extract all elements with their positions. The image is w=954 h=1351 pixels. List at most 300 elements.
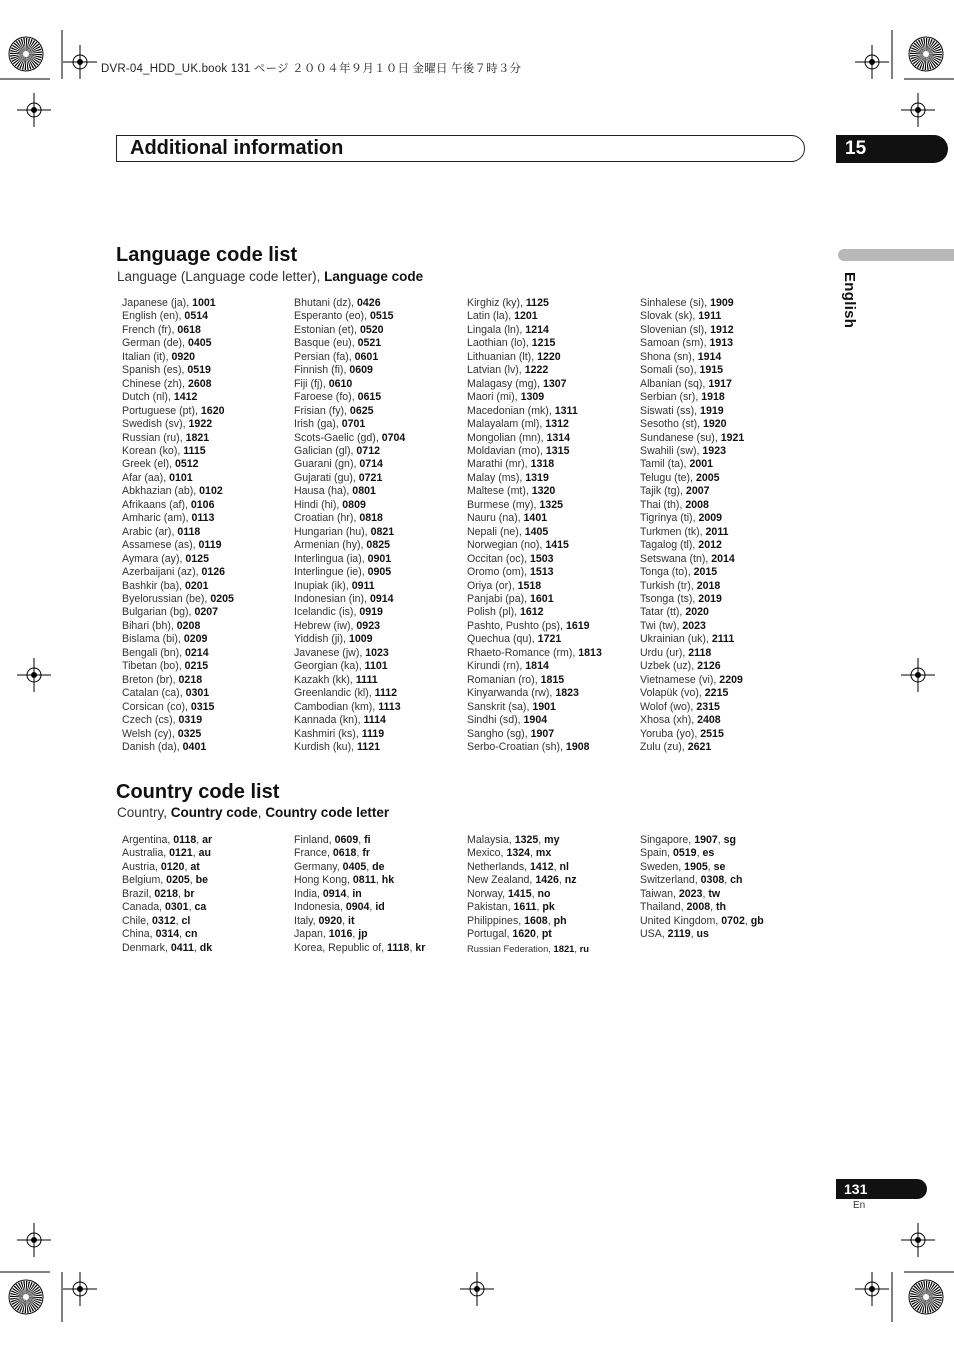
- entry-code: 1914: [697, 350, 722, 363]
- country-entry: Australia, 0121, au: [122, 847, 211, 860]
- country-entry: Japan, 1016, jp: [294, 928, 368, 941]
- language-entry: [294, 580, 466, 593]
- entry-letter: ar: [202, 834, 213, 846]
- language-entry: [294, 593, 466, 606]
- entry-code: 0610: [328, 377, 353, 390]
- entry-code: 1222: [524, 364, 549, 377]
- entry-code: 0325: [177, 727, 202, 740]
- entry-code: 0205: [166, 874, 190, 887]
- language-entry: [467, 418, 639, 431]
- language-entry: [294, 324, 466, 337]
- language-entry: [122, 512, 294, 525]
- entry-name: Chinese (zh),: [122, 377, 188, 390]
- language-entry: [640, 364, 812, 377]
- language-entry: [294, 553, 466, 566]
- entry-name: French (fr),: [122, 323, 178, 336]
- entry-name: Laothian (lo),: [467, 337, 532, 350]
- header-title: Additional information: [130, 137, 344, 159]
- entry-code: 2005: [695, 471, 720, 484]
- entry-code: 1325: [514, 834, 539, 846]
- language-entry: [122, 566, 294, 579]
- entry-letter: gb: [750, 914, 764, 927]
- entry-name: Danish (da),: [122, 740, 183, 753]
- entry-letter: nl: [559, 860, 569, 873]
- language-entry: [294, 566, 466, 579]
- language-entry: [467, 539, 639, 552]
- entry-name: Sangho (sg),: [467, 727, 531, 740]
- entry-code: 0319: [178, 714, 203, 727]
- entry-code: 0519: [672, 847, 697, 860]
- entry-code: 2209: [719, 673, 743, 686]
- language-entry: [640, 593, 812, 606]
- entry-code: 2621: [687, 740, 712, 753]
- entry-code: 0201: [185, 579, 209, 592]
- language-column-4: [640, 297, 812, 754]
- entry-code: 1320: [531, 485, 556, 498]
- entry-code: 0904: [345, 901, 370, 914]
- entry-name: Malagasy (mg),: [467, 377, 543, 390]
- entry-letter: se: [713, 860, 726, 873]
- language-entry: [467, 432, 639, 445]
- entry-name: Inupiak (ik),: [294, 579, 352, 592]
- entry-name: Oriya (or),: [467, 579, 518, 592]
- language-entry: [294, 728, 466, 741]
- language-entry: [640, 310, 812, 323]
- entry-code: 0704: [381, 431, 406, 444]
- language-entry: [122, 728, 294, 741]
- entry-name: Czech (cs),: [122, 714, 179, 727]
- language-entry: [467, 647, 639, 660]
- language-entry: [122, 432, 294, 445]
- language-entry: [467, 337, 639, 350]
- language-entry: [640, 324, 812, 337]
- language-entry: [294, 674, 466, 687]
- entry-code: 1917: [708, 377, 732, 390]
- subtitle-bold: Language code: [324, 269, 424, 284]
- language-entry: [640, 445, 812, 458]
- entry-name: Serbo-Croatian (sh),: [467, 740, 566, 753]
- language-entry: [640, 418, 812, 431]
- entry-letter: ca: [194, 901, 207, 914]
- entry-code: 0914: [322, 887, 347, 900]
- entry-letter: es: [702, 847, 715, 860]
- entry-name: Tagalog (tl),: [640, 539, 699, 552]
- country-entry: Singapore, 1907, sg: [640, 834, 737, 846]
- country-entry: Portugal, 1620, pt: [467, 928, 552, 941]
- entry-name: Nauru (na),: [467, 512, 524, 525]
- country-entry: Canada, 0301, ca: [122, 901, 207, 914]
- entry-name: Tibetan (bo),: [122, 660, 185, 673]
- entry-name: Volapük (vo),: [640, 687, 705, 700]
- language-entry: [294, 378, 466, 391]
- entry-code: 0405: [187, 337, 212, 350]
- entry-code: 1118: [387, 941, 410, 954]
- entry-code: 1307: [542, 377, 567, 390]
- entry-code: 0106: [190, 498, 215, 511]
- entry-code: 1319: [525, 471, 549, 484]
- entry-code: 1913: [709, 337, 734, 350]
- entry-name: Interlingue (ie),: [294, 566, 368, 579]
- language-entry: [122, 606, 294, 619]
- entry-name: Turkmen (tk),: [640, 525, 706, 538]
- language-entry: [294, 620, 466, 633]
- entry-code: 1426: [535, 874, 559, 887]
- language-entry: [640, 674, 812, 687]
- entry-name: Hungarian (hu),: [294, 525, 371, 538]
- entry-name: Portuguese (pt),: [122, 404, 201, 417]
- entry-name: Interlingua (ia),: [294, 552, 368, 565]
- entry-name: Greek (el),: [122, 458, 175, 471]
- entry-code: 1611: [513, 901, 537, 914]
- entry-code: 1315: [545, 444, 570, 457]
- language-entry: [640, 472, 812, 485]
- language-entry: [467, 310, 639, 323]
- entry-letter: pt: [541, 928, 552, 941]
- entry-code: 1201: [514, 310, 538, 323]
- language-entry: [294, 741, 466, 754]
- language-entry: [122, 472, 294, 485]
- entry-name: New Zealand,: [467, 874, 536, 887]
- entry-name: Tamil (ta),: [640, 458, 690, 471]
- entry-name: China,: [122, 928, 156, 941]
- entry-code: 0209: [183, 633, 208, 646]
- language-entry: [640, 526, 812, 539]
- entry-name: Mongolian (mn),: [467, 431, 547, 444]
- entry-name: Yiddish (ji),: [294, 633, 349, 646]
- entry-code: 1412: [530, 860, 554, 873]
- language-entry: [467, 660, 639, 673]
- entry-name: Afar (aa),: [122, 471, 170, 484]
- entry-name: Japan,: [294, 928, 329, 941]
- language-entry: [294, 526, 466, 539]
- language-entry: [640, 660, 812, 673]
- entry-code: 2015: [693, 566, 718, 579]
- chapter-number: 15: [836, 135, 948, 163]
- entry-name: Hong Kong,: [294, 874, 353, 887]
- entry-letter: fr: [362, 847, 370, 860]
- language-entry: [640, 606, 812, 619]
- entry-code: 0809: [342, 498, 366, 511]
- entry-name: Kurdish (ku),: [294, 740, 357, 753]
- language-entry: [294, 310, 466, 323]
- entry-name: Lingala (ln),: [467, 323, 526, 336]
- language-entry: [640, 337, 812, 350]
- entry-code: 0920: [171, 350, 196, 363]
- entry-letter: dk: [199, 941, 213, 954]
- entry-code: 2408: [697, 714, 721, 727]
- country-entry: China, 0314, cn: [122, 928, 198, 941]
- language-entry: [467, 499, 639, 512]
- entry-name: Occitan (oc),: [467, 552, 530, 565]
- entry-code: 0911: [351, 579, 375, 592]
- entry-code: 0920: [318, 914, 343, 927]
- entry-code: 0102: [199, 485, 223, 498]
- entry-code: 1119: [361, 727, 385, 740]
- entry-name: Tajik (tg),: [640, 485, 686, 498]
- entry-code: 0405: [342, 860, 367, 873]
- language-entry: [122, 633, 294, 646]
- entry-name: Malaysia,: [467, 834, 515, 846]
- entry-name: Netherlands,: [467, 860, 531, 873]
- entry-name: Latvian (lv),: [467, 364, 525, 377]
- language-entry: [467, 593, 639, 606]
- entry-name: Guarani (gn),: [294, 458, 360, 471]
- entry-code: 0205: [210, 592, 234, 605]
- entry-name: Scots-Gaelic (gd),: [294, 431, 382, 444]
- language-entry: [640, 633, 812, 646]
- entry-name: Italian (it),: [122, 350, 172, 363]
- language-entry: [467, 472, 639, 485]
- entry-name: Assamese (as),: [122, 539, 199, 552]
- entry-letter: cl: [181, 914, 191, 927]
- entry-name: Gujarati (gu),: [294, 471, 359, 484]
- entry-name: Turkish (tr),: [640, 579, 697, 592]
- entry-code: 1907: [530, 727, 555, 740]
- language-entry: [640, 728, 812, 741]
- entry-code: 2023: [682, 619, 706, 632]
- entry-name: Galician (gl),: [294, 444, 357, 457]
- entry-code: 2215: [704, 687, 729, 700]
- entry-name: Brazil,: [122, 887, 155, 900]
- entry-code: 0301: [185, 687, 210, 700]
- language-entry: [640, 566, 812, 579]
- entry-code: 1415: [545, 539, 569, 552]
- entry-code: 1920: [703, 418, 727, 431]
- entry-name: Thailand,: [640, 901, 687, 914]
- entry-name: Mexico,: [467, 847, 507, 860]
- entry-name: Yoruba (yo),: [640, 727, 701, 740]
- entry-code: 1815: [540, 673, 565, 686]
- country-entry: Netherlands, 1412, nl: [467, 860, 569, 873]
- entry-code: 0118: [173, 834, 197, 846]
- entry-code: 0301: [165, 901, 189, 914]
- entry-name: Xhosa (xh),: [640, 714, 698, 727]
- language-entry: [467, 714, 639, 727]
- entry-name: Denmark,: [122, 941, 171, 954]
- language-entry: [122, 364, 294, 377]
- entry-name: Tsonga (ts),: [640, 592, 699, 605]
- entry-name: Sweden,: [640, 860, 685, 873]
- entry-code: 0905: [367, 566, 392, 579]
- country-entry: Denmark, 0411, dk: [122, 941, 213, 954]
- country-entry: Finland, 0609, fi: [294, 834, 371, 846]
- country-entry: Austria, 0120, at: [122, 860, 200, 873]
- entry-name: Maori (mi),: [467, 391, 521, 404]
- language-entry: [467, 606, 639, 619]
- entry-letter: mx: [535, 847, 552, 860]
- language-entry: [467, 620, 639, 633]
- entry-code: 2018: [696, 579, 721, 592]
- language-entry: [640, 499, 812, 512]
- entry-name: Bashkir (ba),: [122, 579, 185, 592]
- country-entry: Sweden, 1905, se: [640, 860, 726, 873]
- language-entry: [467, 391, 639, 404]
- entry-letter: be: [195, 874, 209, 887]
- entry-code: 1518: [517, 579, 542, 592]
- entry-name: Sesotho (st),: [640, 418, 703, 431]
- country-entry: Taiwan, 2023, tw: [640, 887, 721, 900]
- language-entry: [122, 499, 294, 512]
- entry-name: Twi (tw),: [640, 619, 683, 632]
- country-entry: United Kingdom, 0702, gb: [640, 914, 764, 927]
- language-entry: [122, 553, 294, 566]
- entry-code: 1821: [185, 431, 210, 444]
- entry-code: 2111: [711, 633, 735, 646]
- entry-name: Taiwan,: [640, 887, 679, 900]
- entry-code: 0401: [182, 740, 207, 753]
- country-entry: Philippines, 1608, ph: [467, 914, 567, 927]
- language-entry: [294, 297, 466, 310]
- language-entry: [294, 660, 466, 673]
- entry-code: 2019: [698, 592, 722, 605]
- entry-code: 2007: [685, 485, 710, 498]
- language-entry: [640, 432, 812, 445]
- entry-name: Spanish (es),: [122, 364, 188, 377]
- language-entry: [122, 310, 294, 323]
- language-entry: [122, 378, 294, 391]
- entry-name: Bislama (bi),: [122, 633, 184, 646]
- language-column-3: [467, 297, 639, 754]
- entry-code: 1324: [506, 847, 531, 860]
- language-entry: [294, 512, 466, 525]
- entry-code: 1318: [530, 458, 555, 471]
- language-entry: [294, 485, 466, 498]
- entry-name: USA,: [640, 928, 668, 941]
- entry-code: 2020: [685, 606, 709, 619]
- entry-letter: br: [183, 887, 195, 900]
- entry-name: Kirundi (rn),: [467, 660, 526, 673]
- entry-letter: ph: [553, 914, 567, 927]
- entry-code: 1112: [374, 687, 398, 700]
- language-entry: [467, 405, 639, 418]
- entry-code: 1814: [525, 660, 549, 673]
- entry-code: 0801: [352, 485, 376, 498]
- language-entry: [122, 593, 294, 606]
- entry-name: Siswati (ss),: [640, 404, 701, 417]
- entry-code: 0119: [198, 539, 222, 552]
- language-entry: [467, 701, 639, 714]
- entry-name: Setswana (tn),: [640, 552, 712, 565]
- language-entry: [122, 391, 294, 404]
- entry-code: 2012: [698, 539, 722, 552]
- language-entry: [122, 445, 294, 458]
- entry-name: Kashmiri (ks),: [294, 727, 362, 740]
- entry-name: United Kingdom,: [640, 914, 722, 927]
- entry-name: Pakistan,: [467, 901, 514, 914]
- country-entry: Korea, Republic of, 1118, kr: [294, 941, 426, 954]
- language-entry: [294, 714, 466, 727]
- entry-name: Malay (ms),: [467, 471, 526, 484]
- entry-code: 1220: [537, 350, 561, 363]
- entry-name: Wolof (wo),: [640, 700, 697, 713]
- entry-code: 1923: [702, 444, 726, 457]
- entry-letter: id: [375, 901, 385, 914]
- entry-name: Pashto, Pushto (ps),: [467, 619, 566, 632]
- entry-name: Sinhalese (si),: [640, 297, 711, 309]
- language-entry: [122, 660, 294, 673]
- language-entry: [122, 620, 294, 633]
- entry-code: 2001: [689, 458, 714, 471]
- entry-name: Belgium,: [122, 874, 167, 887]
- entry-name: Quechua (qu),: [467, 633, 538, 646]
- entry-code: 0218: [178, 673, 203, 686]
- entry-name: Italy,: [294, 914, 319, 927]
- entry-name: Marathi (mr),: [467, 458, 531, 471]
- entry-letter: jp: [358, 928, 368, 941]
- entry-name: Ukrainian (uk),: [640, 633, 712, 646]
- entry-code: 0121: [169, 847, 193, 860]
- entry-name: Afrikaans (af),: [122, 498, 191, 511]
- entry-code: 2011: [705, 525, 729, 538]
- entry-code: 0914: [369, 592, 394, 605]
- entry-name: Maltese (mt),: [467, 485, 532, 498]
- entry-name: Shona (sn),: [640, 350, 698, 363]
- entry-code: 1121: [357, 740, 380, 753]
- entry-code: 1919: [700, 404, 724, 417]
- entry-name: Korea, Republic of,: [294, 941, 388, 954]
- language-entry: [294, 458, 466, 471]
- entry-name: Azerbaijani (az),: [122, 566, 202, 579]
- entry-letter: ru: [579, 942, 589, 954]
- language-entry: [467, 364, 639, 377]
- entry-code: 1912: [710, 323, 734, 336]
- language-entry: [294, 364, 466, 377]
- entry-name: Hindi (hi),: [294, 498, 343, 511]
- country-entry: New Zealand, 1426, nz: [467, 874, 577, 887]
- entry-code: 1412: [173, 391, 198, 404]
- entry-code: 0218: [154, 887, 178, 900]
- language-entry: [467, 458, 639, 471]
- entry-name: Swahili (sw),: [640, 444, 703, 457]
- entry-name: Arabic (ar),: [122, 525, 178, 538]
- language-column-1: [122, 297, 294, 754]
- country-entry: India, 0914, in: [294, 887, 362, 900]
- entry-name: Norwegian (no),: [467, 539, 546, 552]
- entry-name: Somali (so),: [640, 364, 700, 377]
- entry-name: Vietnamese (vi),: [640, 673, 720, 686]
- entry-name: Rhaeto-Romance (rm),: [467, 646, 579, 659]
- country-entry: Argentina, 0118, ar: [122, 834, 213, 846]
- country-entry: Chile, 0312, cl: [122, 914, 191, 927]
- entry-name: Uzbek (uz),: [640, 660, 698, 673]
- language-code-list-subtitle: [117, 269, 423, 284]
- language-entry: [467, 445, 639, 458]
- language-entry: [294, 687, 466, 700]
- entry-name: France,: [294, 847, 333, 860]
- entry-code: 1901: [532, 700, 556, 713]
- language-entry: [294, 391, 466, 404]
- entry-name: Javanese (jw),: [294, 646, 366, 659]
- entry-code: 0702: [721, 914, 745, 927]
- entry-name: Fiji (fj),: [294, 377, 329, 390]
- entry-code: 2119: [667, 928, 691, 941]
- entry-code: 2023: [678, 887, 703, 900]
- language-entry: [640, 741, 812, 754]
- entry-code: 1314: [546, 431, 571, 444]
- language-entry: [122, 485, 294, 498]
- language-entry: [467, 297, 639, 310]
- entry-name: Kirghiz (ky),: [467, 297, 526, 309]
- language-entry: [467, 728, 639, 741]
- entry-name: Breton (br),: [122, 673, 179, 686]
- language-entry: [122, 580, 294, 593]
- page-language: En: [853, 1200, 866, 1211]
- entry-code: 1905: [684, 860, 708, 873]
- entry-letter: hk: [381, 874, 395, 887]
- language-entry: [294, 445, 466, 458]
- entry-code: 1813: [578, 646, 602, 659]
- entry-name: Burmese (my),: [467, 498, 540, 511]
